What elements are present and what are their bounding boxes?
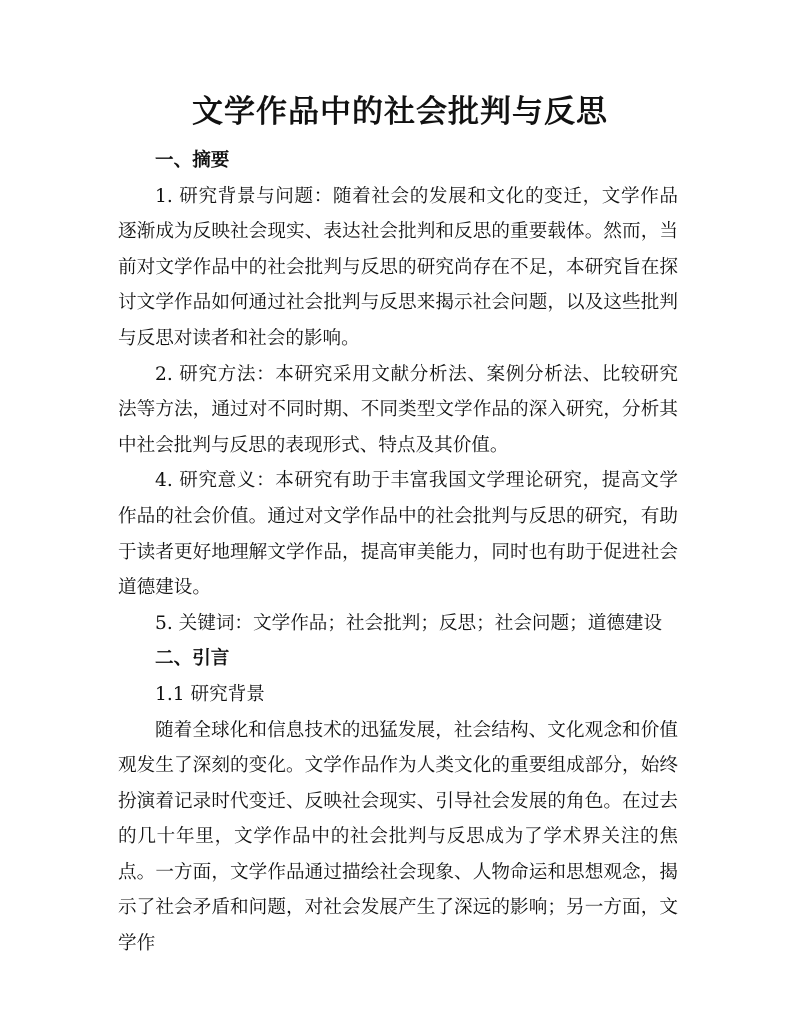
abstract-heading: 一、摘要 [155,150,230,171]
document-title: 文学作品中的社会批判与反思 [192,94,608,130]
intro-subheading: 1.1 研究背景 [155,683,265,705]
abstract-item-background: 1. 研究背景与问题：随着社会的发展和文化的变迁，文学作品逐渐成为反映社会现实、表达社会批判和反思的重要载体。然而，当前对文学作品中的社会批判与反思的研究尚存在不足，本研究旨在探讨文学作品如何通过社会批判与反思来揭示社会问题，以及这些批判与反思对读者和社会的影响。 [118,185,678,349]
intro-paragraph: 随着全球化和信息技术的迅猛发展，社会结构、文化观念和价值观发生了深刻的变化。文学作品作为人类文化的重要组成部分，始终扮演着记录时代变迁、反映社会现实、引导社会发展的角色。在过去的几十年里，文学作品中的社会批判与反思成为了学术界关注的焦点。一方面，文学作品通过描绘社会现象、人物命运和思想观念，揭示了社会矛盾和问题，对社会发展产生了深远的影响；另一方面，文学作 [118,719,678,955]
intro-heading: 二、引言 [155,648,230,670]
abstract-item-method: 2. 研究方法：本研究采用文献分析法、案例分析法、比较研究法等方法，通过对不同时期、不同类型文学作品的深入研究，分析其中社会批判与反思的表现形式、特点及其价值。 [118,363,678,456]
abstract-item-keywords: 5. 关键词：文学作品；社会批判；反思；社会问题；道德建设 [155,612,663,634]
abstract-item-significance: 4. 研究意义：本研究有助于丰富我国文学理论研究，提高文学作品的社会价值。通过对文学作品中的社会批判与反思的研究，有助于读者更好地理解文学作品，提高审美能力，同时也有助于促进社会道德建设。 [118,470,678,599]
document-body [118,143,678,962]
